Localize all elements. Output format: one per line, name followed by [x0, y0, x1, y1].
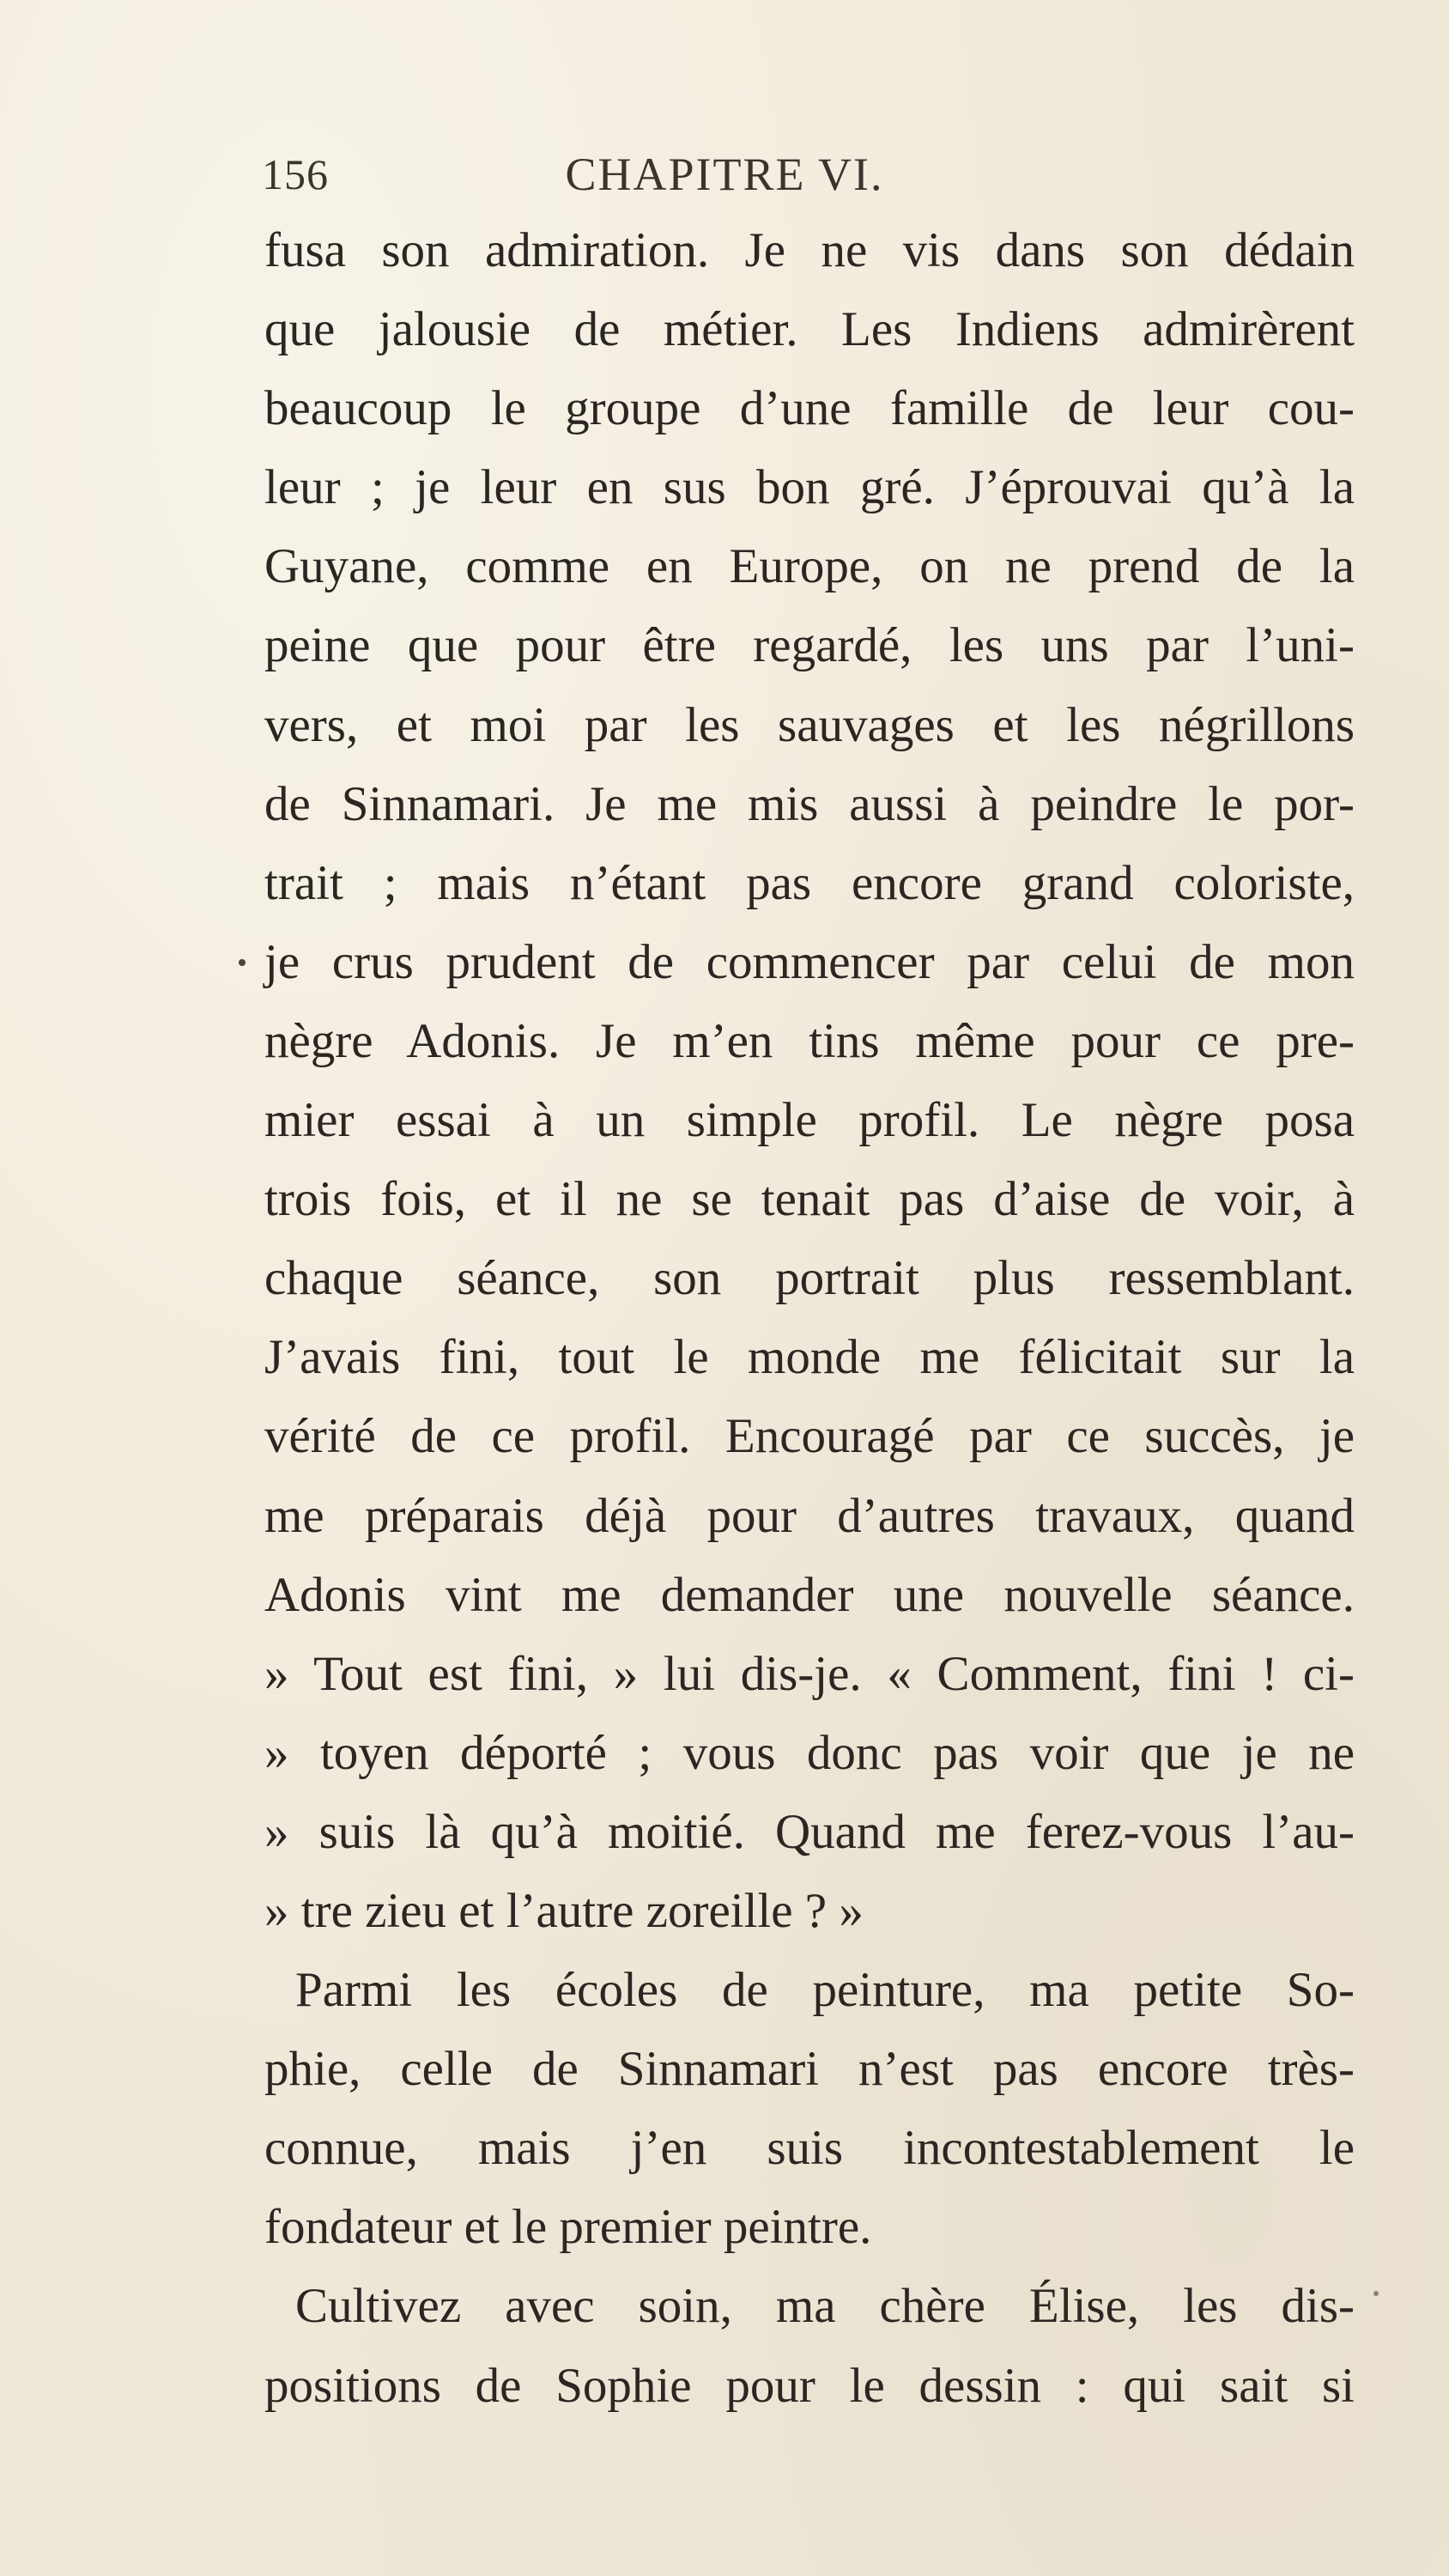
text-line: » toyen déporté ; vous donc pas voir que je ne	[264, 1725, 1355, 1780]
text-line: trois fois, et il ne se tenait pas d’aise de voir, à	[264, 1172, 1355, 1227]
text-line: nègre Adonis. Je m’en tins même pour ce pre-	[264, 1013, 1355, 1068]
page-header	[0, 144, 1449, 204]
text-line: » tre zieu et l’autre zoreille ? »	[264, 1883, 864, 1938]
text-line: » suis là qu’à moitié. Quand me ferez-vous l’au-	[264, 1804, 1355, 1859]
text-line: positions de Sophie pour le dessin : qui sait si	[264, 2358, 1355, 2413]
text-line: mier essai à un simple profil. Le nègre posa	[264, 1093, 1355, 1148]
running-head: CHAPITRE VI.	[565, 149, 884, 200]
body-text	[264, 211, 1355, 2426]
text-line: trait ; mais n’étant pas encore grand coloriste,	[264, 855, 1355, 910]
page-number: 156	[262, 150, 329, 198]
text-line: que jalousie de métier. Les Indiens admirèrent	[264, 302, 1355, 357]
margin-ink-dot	[239, 959, 246, 966]
text-line: me préparais déjà pour d’autres travaux, quand	[264, 1488, 1355, 1543]
text-line: » Tout est fini, » lui dis-je. « Comment, fini ! ci-	[264, 1646, 1355, 1701]
text-line: je crus prudent de commencer par celui de mon	[264, 934, 1355, 989]
text-line: Guyane, comme en Europe, on ne prend de la	[264, 539, 1355, 594]
text-line: vers, et moi par les sauvages et les négrillons	[264, 697, 1355, 752]
text-line: beaucoup le groupe d’une famille de leur cou-	[264, 381, 1355, 436]
text-line: phie, celle de Sinnamari n’est pas encore très-	[264, 2042, 1355, 2097]
text-line: fusa son admiration. Je ne vis dans son dédain	[264, 223, 1355, 277]
text-line: de Sinnamari. Je me mis aussi à peindre le por-	[264, 776, 1355, 831]
text-line: Adonis vint me demander une nouvelle séance.	[264, 1567, 1355, 1622]
text-line: J’avais fini, tout le monde me félicitait sur la	[264, 1330, 1355, 1385]
text-line: peine que pour être regardé, les uns par l’uni-	[264, 618, 1355, 673]
text-line: fondateur et le premier peintre.	[264, 2200, 872, 2255]
text-line: Cultivez avec soin, ma chère Élise, les dis-	[295, 2279, 1355, 2334]
text-line: vérité de ce profil. Encouragé par ce succès, je	[264, 1409, 1355, 1464]
text-line: chaque séance, son portrait plus ressemblant.	[264, 1251, 1355, 1306]
text-line: leur ; je leur en sus bon gré. J’éprouvai qu’à la	[264, 460, 1355, 515]
text-line: Parmi les écoles de peinture, ma petite So-	[295, 1963, 1355, 2018]
text-line: connue, mais j’en suis incontestablement le	[264, 2121, 1355, 2176]
page-speck	[1373, 2291, 1379, 2296]
